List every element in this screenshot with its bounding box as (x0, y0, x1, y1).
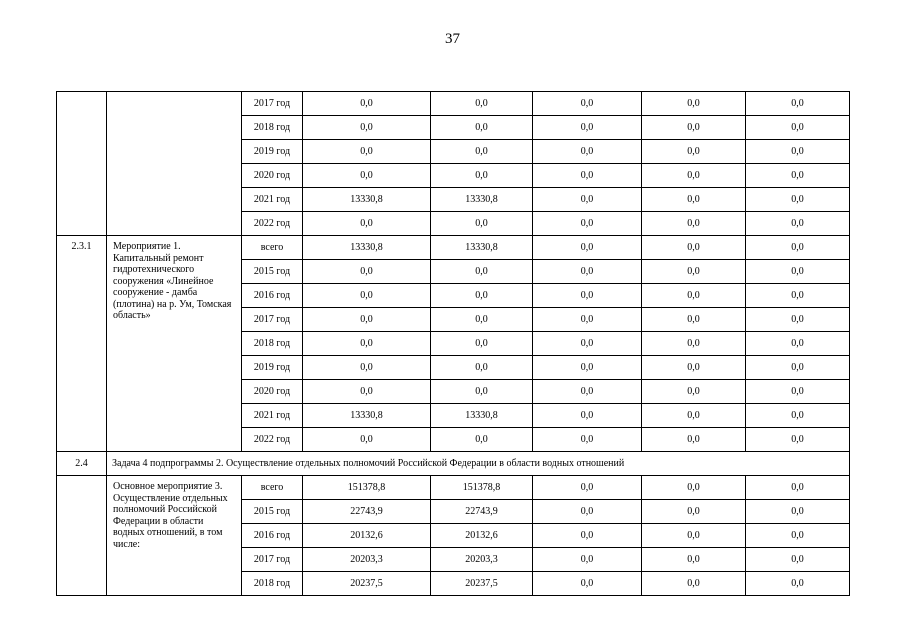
other-value: 0,0 (746, 548, 850, 572)
regional-value: 0,0 (533, 212, 642, 236)
other-value: 0,0 (746, 236, 850, 260)
local-value: 0,0 (642, 356, 746, 380)
federal-value: 20237,5 (431, 572, 533, 596)
total-value: 13330,8 (303, 188, 431, 212)
local-value: 0,0 (642, 260, 746, 284)
regional-value: 0,0 (533, 116, 642, 140)
item-code (57, 476, 107, 596)
federal-value: 0,0 (431, 356, 533, 380)
total-value: 20237,5 (303, 572, 431, 596)
period-cell: 2017 год (242, 92, 303, 116)
other-value: 0,0 (746, 164, 850, 188)
regional-value: 0,0 (533, 236, 642, 260)
other-value: 0,0 (746, 260, 850, 284)
regional-value: 0,0 (533, 500, 642, 524)
item-name: Основное мероприятие 3. Осуществление отдельных полномочий Российской Федерации в области водных отношений, в том числе: (107, 476, 242, 596)
total-value: 0,0 (303, 308, 431, 332)
total-value: 22743,9 (303, 500, 431, 524)
federal-value: 13330,8 (431, 188, 533, 212)
total-value: 20132,6 (303, 524, 431, 548)
regional-value: 0,0 (533, 332, 642, 356)
period-cell: 2017 год (242, 308, 303, 332)
period-cell: всего (242, 236, 303, 260)
regional-value: 0,0 (533, 260, 642, 284)
other-value: 0,0 (746, 284, 850, 308)
local-value: 0,0 (642, 308, 746, 332)
total-value: 0,0 (303, 428, 431, 452)
regional-value: 0,0 (533, 428, 642, 452)
total-value: 0,0 (303, 140, 431, 164)
local-value: 0,0 (642, 524, 746, 548)
regional-value: 0,0 (533, 308, 642, 332)
federal-value: 13330,8 (431, 236, 533, 260)
other-value: 0,0 (746, 572, 850, 596)
other-value: 0,0 (746, 140, 850, 164)
period-cell: 2018 год (242, 332, 303, 356)
task-row (57, 452, 850, 476)
period-cell: 2018 год (242, 572, 303, 596)
period-cell: 2022 год (242, 428, 303, 452)
task-code: 2.4 (57, 452, 107, 476)
item-code: 2.3.1 (57, 236, 107, 452)
local-value: 0,0 (642, 212, 746, 236)
table-row (57, 92, 850, 116)
local-value: 0,0 (642, 476, 746, 500)
local-value: 0,0 (642, 428, 746, 452)
table-body (57, 92, 850, 596)
period-cell: 2021 год (242, 188, 303, 212)
regional-value: 0,0 (533, 548, 642, 572)
regional-value: 0,0 (533, 284, 642, 308)
total-value: 0,0 (303, 260, 431, 284)
period-cell: 2020 год (242, 164, 303, 188)
other-value: 0,0 (746, 404, 850, 428)
total-value: 0,0 (303, 284, 431, 308)
regional-value: 0,0 (533, 92, 642, 116)
total-value: 13330,8 (303, 404, 431, 428)
local-value: 0,0 (642, 92, 746, 116)
federal-value: 0,0 (431, 284, 533, 308)
other-value: 0,0 (746, 188, 850, 212)
other-value: 0,0 (746, 308, 850, 332)
federal-value: 20203,3 (431, 548, 533, 572)
federal-value: 20132,6 (431, 524, 533, 548)
other-value: 0,0 (746, 116, 850, 140)
other-value: 0,0 (746, 356, 850, 380)
period-cell: 2015 год (242, 500, 303, 524)
other-value: 0,0 (746, 524, 850, 548)
total-value: 0,0 (303, 380, 431, 404)
other-value: 0,0 (746, 212, 850, 236)
period-cell: 2022 год (242, 212, 303, 236)
total-value: 0,0 (303, 356, 431, 380)
local-value: 0,0 (642, 164, 746, 188)
regional-value: 0,0 (533, 404, 642, 428)
period-cell: всего (242, 476, 303, 500)
total-value: 13330,8 (303, 236, 431, 260)
item-code (57, 92, 107, 236)
local-value: 0,0 (642, 332, 746, 356)
total-value: 0,0 (303, 92, 431, 116)
federal-value: 0,0 (431, 260, 533, 284)
local-value: 0,0 (642, 572, 746, 596)
total-value: 0,0 (303, 212, 431, 236)
item-name (107, 92, 242, 236)
local-value: 0,0 (642, 140, 746, 164)
local-value: 0,0 (642, 188, 746, 212)
federal-value: 0,0 (431, 332, 533, 356)
other-value: 0,0 (746, 380, 850, 404)
federal-value: 22743,9 (431, 500, 533, 524)
total-value: 0,0 (303, 116, 431, 140)
other-value: 0,0 (746, 476, 850, 500)
period-cell: 2019 год (242, 140, 303, 164)
period-cell: 2016 год (242, 284, 303, 308)
task-title: Задача 4 подпрограммы 2. Осуществление отдельных полномочий Российской Федерации в области водных отношений (107, 452, 850, 476)
federal-value: 0,0 (431, 308, 533, 332)
table-row (57, 236, 850, 260)
other-value: 0,0 (746, 428, 850, 452)
local-value: 0,0 (642, 404, 746, 428)
local-value: 0,0 (642, 500, 746, 524)
federal-value: 0,0 (431, 92, 533, 116)
regional-value: 0,0 (533, 476, 642, 500)
local-value: 0,0 (642, 548, 746, 572)
period-cell: 2019 год (242, 356, 303, 380)
regional-value: 0,0 (533, 140, 642, 164)
regional-value: 0,0 (533, 356, 642, 380)
period-cell: 2020 год (242, 380, 303, 404)
total-value: 0,0 (303, 164, 431, 188)
other-value: 0,0 (746, 332, 850, 356)
page-number: 37 (445, 31, 460, 47)
federal-value: 0,0 (431, 428, 533, 452)
total-value: 0,0 (303, 332, 431, 356)
federal-value: 0,0 (431, 212, 533, 236)
local-value: 0,0 (642, 236, 746, 260)
federal-value: 0,0 (431, 116, 533, 140)
table-row (57, 476, 850, 500)
federal-value: 0,0 (431, 140, 533, 164)
item-name: Мероприятие 1. Капитальный ремонт гидротехнического сооружения «Линейное сооружение - дамба (плотина) на р. Ум, Томская область» (107, 236, 242, 452)
regional-value: 0,0 (533, 380, 642, 404)
regional-value: 0,0 (533, 572, 642, 596)
period-cell: 2015 год (242, 260, 303, 284)
period-cell: 2021 год (242, 404, 303, 428)
federal-value: 0,0 (431, 380, 533, 404)
total-value: 20203,3 (303, 548, 431, 572)
other-value: 0,0 (746, 500, 850, 524)
local-value: 0,0 (642, 284, 746, 308)
regional-value: 0,0 (533, 188, 642, 212)
budget-table (56, 91, 850, 596)
period-cell: 2018 год (242, 116, 303, 140)
total-value: 151378,8 (303, 476, 431, 500)
regional-value: 0,0 (533, 524, 642, 548)
local-value: 0,0 (642, 116, 746, 140)
period-cell: 2017 год (242, 548, 303, 572)
local-value: 0,0 (642, 380, 746, 404)
other-value: 0,0 (746, 92, 850, 116)
regional-value: 0,0 (533, 164, 642, 188)
federal-value: 13330,8 (431, 404, 533, 428)
federal-value: 151378,8 (431, 476, 533, 500)
federal-value: 0,0 (431, 164, 533, 188)
period-cell: 2016 год (242, 524, 303, 548)
